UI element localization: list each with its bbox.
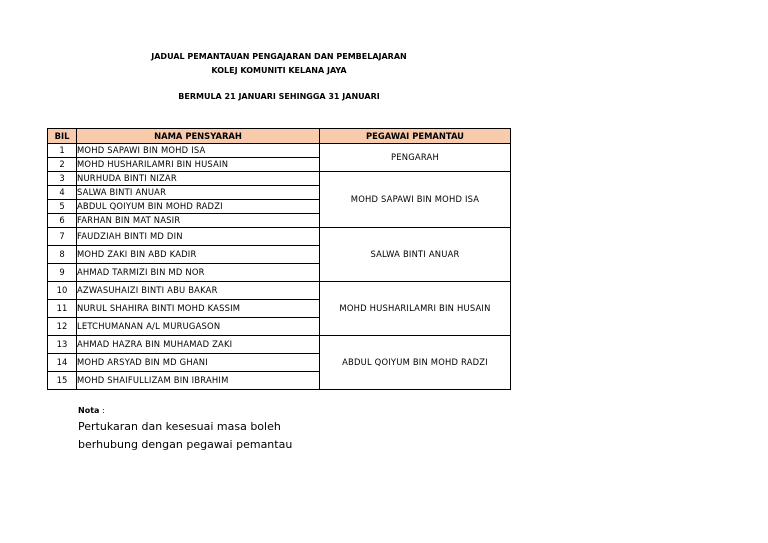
row-number: 10 (48, 282, 77, 300)
schedule-table (47, 128, 511, 390)
document-title: JADUAL PEMANTAUAN PENGAJARAN DAN PEMBELAJARAN (151, 52, 407, 61)
row-number: 6 (48, 214, 77, 228)
date-range: BERMULA 21 JANUARI SEHINGGA 31 JANUARI (178, 92, 380, 101)
column-header-nama-pensyarah: NAMA PENSYARAH (77, 129, 320, 144)
row-number: 11 (48, 300, 77, 318)
row-number: 5 (48, 200, 77, 214)
lecturer-name: AHMAD TARMIZI BIN MD NOR (77, 264, 320, 282)
lecturer-name: MOHD SAPAWI BIN MOHD ISA (77, 144, 320, 158)
note-text-line-2: berhubung dengan pegawai pemantau (78, 438, 293, 451)
lecturer-name: FARHAN BIN MAT NASIR (77, 214, 320, 228)
lecturer-name: AHMAD HAZRA BIN MUHAMAD ZAKI (77, 336, 320, 354)
lecturer-name: NURUL SHAHIRA BINTI MOHD KASSIM (77, 300, 320, 318)
note-label-text: Nota (78, 406, 100, 415)
monitoring-officer: PENGARAH (320, 144, 511, 172)
lecturer-name: MOHD ARSYAD BIN MD GHANI (77, 354, 320, 372)
row-number: 12 (48, 318, 77, 336)
lecturer-name: NURHUDA BINTI NIZAR (77, 172, 320, 186)
monitoring-officer: ABDUL QOIYUM BIN MOHD RADZI (320, 336, 511, 390)
monitoring-officer: MOHD HUSHARILAMRI BIN HUSAIN (320, 282, 511, 336)
monitoring-officer: MOHD SAPAWI BIN MOHD ISA (320, 172, 511, 228)
table-header-row (48, 129, 511, 144)
lecturer-name: LETCHUMANAN A/L MURUGASON (77, 318, 320, 336)
table-row (48, 228, 511, 246)
table-row (48, 336, 511, 354)
table-row (48, 172, 511, 186)
note-label (78, 406, 105, 415)
column-header-bil: BIL (48, 129, 77, 144)
row-number: 15 (48, 372, 77, 390)
row-number: 3 (48, 172, 77, 186)
row-number: 8 (48, 246, 77, 264)
row-number: 14 (48, 354, 77, 372)
row-number: 7 (48, 228, 77, 246)
lecturer-name: MOHD ZAKI BIN ABD KADIR (77, 246, 320, 264)
note-text-line-1: Pertukaran dan kesesuai masa boleh (78, 420, 281, 433)
institution-name: KOLEJ KOMUNITI KELANA JAYA (211, 66, 347, 75)
lecturer-name: AZWASUHAIZI BINTI ABU BAKAR (77, 282, 320, 300)
column-header-pegawai-pemantau: PEGAWAI PEMANTAU (320, 129, 511, 144)
monitoring-officer: SALWA BINTI ANUAR (320, 228, 511, 282)
lecturer-name: MOHD SHAIFULLIZAM BIN IBRAHIM (77, 372, 320, 390)
lecturer-name: MOHD HUSHARILAMRI BIN HUSAIN (77, 158, 320, 172)
lecturer-name: FAUDZIAH BINTI MD DIN (77, 228, 320, 246)
row-number: 13 (48, 336, 77, 354)
row-number: 9 (48, 264, 77, 282)
row-number: 2 (48, 158, 77, 172)
lecturer-name: SALWA BINTI ANUAR (77, 186, 320, 200)
note-label-colon: : (99, 406, 105, 415)
row-number: 1 (48, 144, 77, 158)
table-row (48, 144, 511, 158)
row-number: 4 (48, 186, 77, 200)
table-row (48, 282, 511, 300)
lecturer-name: ABDUL QOIYUM BIN MOHD RADZI (77, 200, 320, 214)
